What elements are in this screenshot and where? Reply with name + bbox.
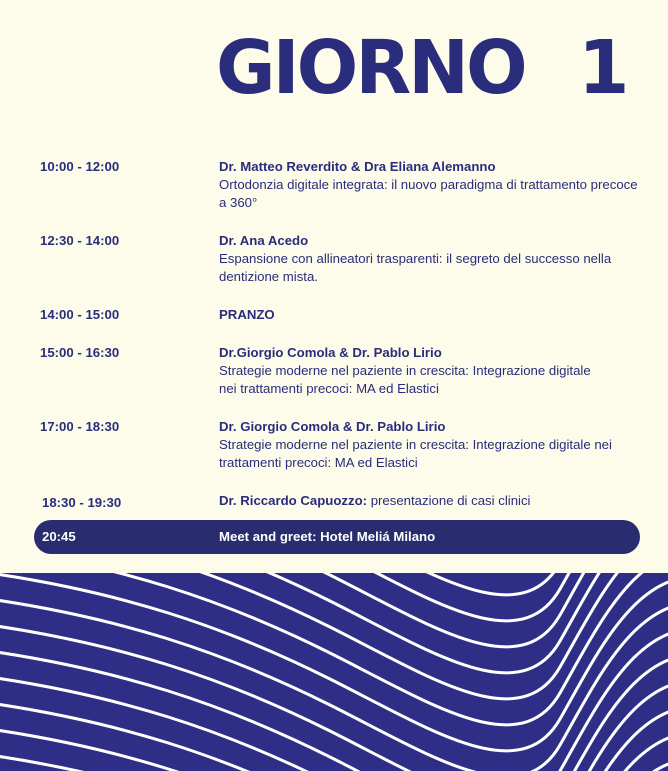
schedule-speaker: Dr. Riccardo Capuozzo: bbox=[219, 493, 368, 508]
schedule-content bbox=[219, 492, 639, 510]
schedule-speaker: Dr. Ana Acedo bbox=[219, 233, 309, 248]
schedule-time: 18:30 - 19:30 bbox=[42, 495, 122, 510]
schedule-time: 10:00 - 12:00 bbox=[40, 159, 120, 174]
schedule-speaker: Dr. Giorgio Comola & Dr. Pablo Lirio bbox=[219, 419, 446, 434]
decorative-wave-pattern bbox=[0, 573, 668, 771]
highlight-time: 20:45 bbox=[42, 529, 76, 544]
schedule-content bbox=[219, 306, 639, 324]
title-day-number: 1 bbox=[578, 25, 630, 111]
schedule-topic: Ortodonzia digitale integrata: il nuovo paradigma di trattamento precoce a 360° bbox=[219, 177, 638, 210]
schedule-content bbox=[219, 344, 599, 398]
highlight-row bbox=[34, 520, 640, 554]
schedule-speaker: Dr. Matteo Reverdito & Dra Eliana Alemanno bbox=[219, 159, 496, 174]
schedule-content bbox=[219, 158, 639, 212]
schedule-topic: Strategie moderne nel paziente in crescita: Integrazione digitale nei trattamenti precoci: MA ed Elastici bbox=[219, 363, 591, 396]
schedule-topic: Espansione con allineatori trasparenti: il segreto del successo nella dentizione mista. bbox=[219, 251, 612, 284]
schedule-content bbox=[219, 418, 639, 472]
schedule-time: 14:00 - 15:00 bbox=[40, 307, 120, 322]
schedule-time: 12:30 - 14:00 bbox=[40, 233, 120, 248]
schedule-content bbox=[219, 232, 639, 286]
schedule-topic: Strategie moderne nel paziente in crescita: Integrazione digitale nei trattamenti precoci: MA ed Elastici bbox=[219, 437, 612, 470]
page-title bbox=[0, 25, 668, 111]
title-word: GIORNO bbox=[216, 25, 525, 111]
schedule-time: 15:00 - 16:30 bbox=[40, 345, 120, 360]
highlight-label: Meet and greet: Hotel Meliá Milano bbox=[219, 529, 436, 544]
schedule-topic: presentazione di casi clinici bbox=[370, 493, 531, 508]
schedule-speaker: Dr.Giorgio Comola & Dr. Pablo Lirio bbox=[219, 345, 442, 360]
schedule-time: 17:00 - 18:30 bbox=[40, 419, 120, 434]
schedule-speaker: PRANZO bbox=[219, 307, 275, 322]
